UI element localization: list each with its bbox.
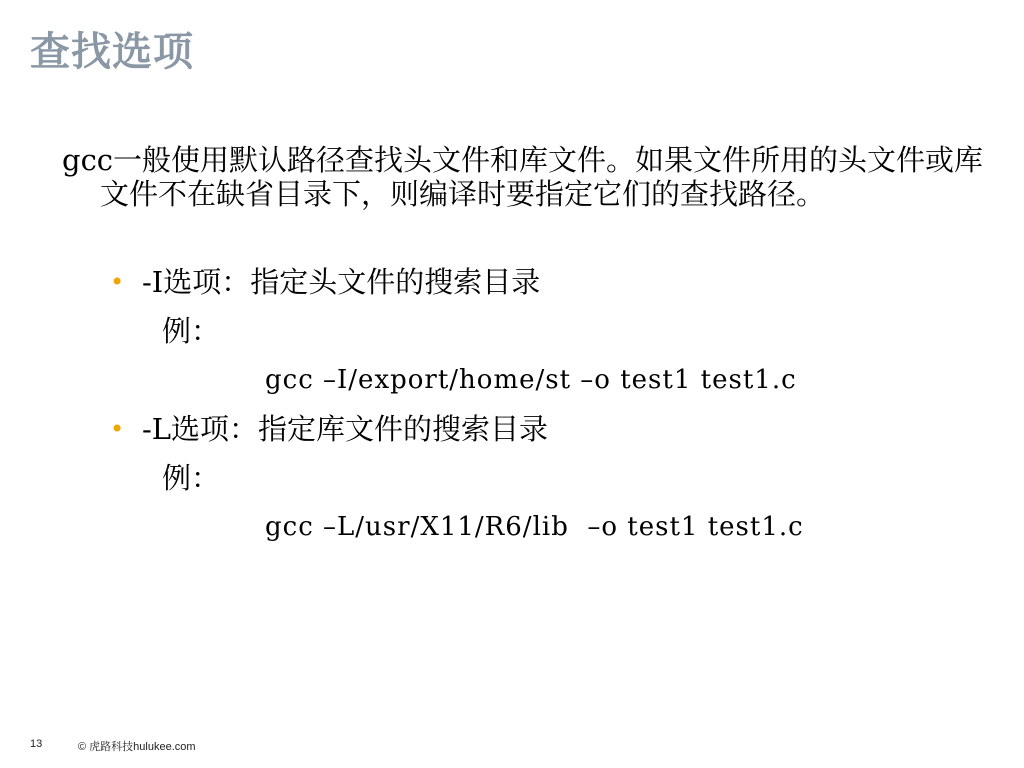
example-label: 例： <box>162 461 221 495</box>
bullet-item-include <box>110 265 540 299</box>
slide-title: 查找选项 <box>30 29 194 75</box>
bullet-label: -L选项：指定库文件的搜索目录 <box>142 412 549 446</box>
bullet-dot-icon: • <box>110 268 125 296</box>
copyright-text: © 虎路科技hulukee.com <box>78 741 196 753</box>
bullet-dot-icon: • <box>110 415 125 443</box>
bullet-label: -I选项：指定头文件的搜索目录 <box>142 265 541 299</box>
example-label: 例： <box>162 314 221 348</box>
intro-paragraph: gcc一般使用默认路径查找头文件和库文件。如果文件所用的头文件或库文件不在缺省目录下，则编译时要指定它们的查找路径。 <box>62 143 984 211</box>
example-command: gcc –L/usr/X11/R6/lib –o test1 test1.c <box>265 512 804 542</box>
example-command: gcc –I/export/home/st –o test1 test1.c <box>265 365 797 395</box>
page-number: 13 <box>30 738 43 750</box>
bullet-item-library <box>110 412 548 446</box>
